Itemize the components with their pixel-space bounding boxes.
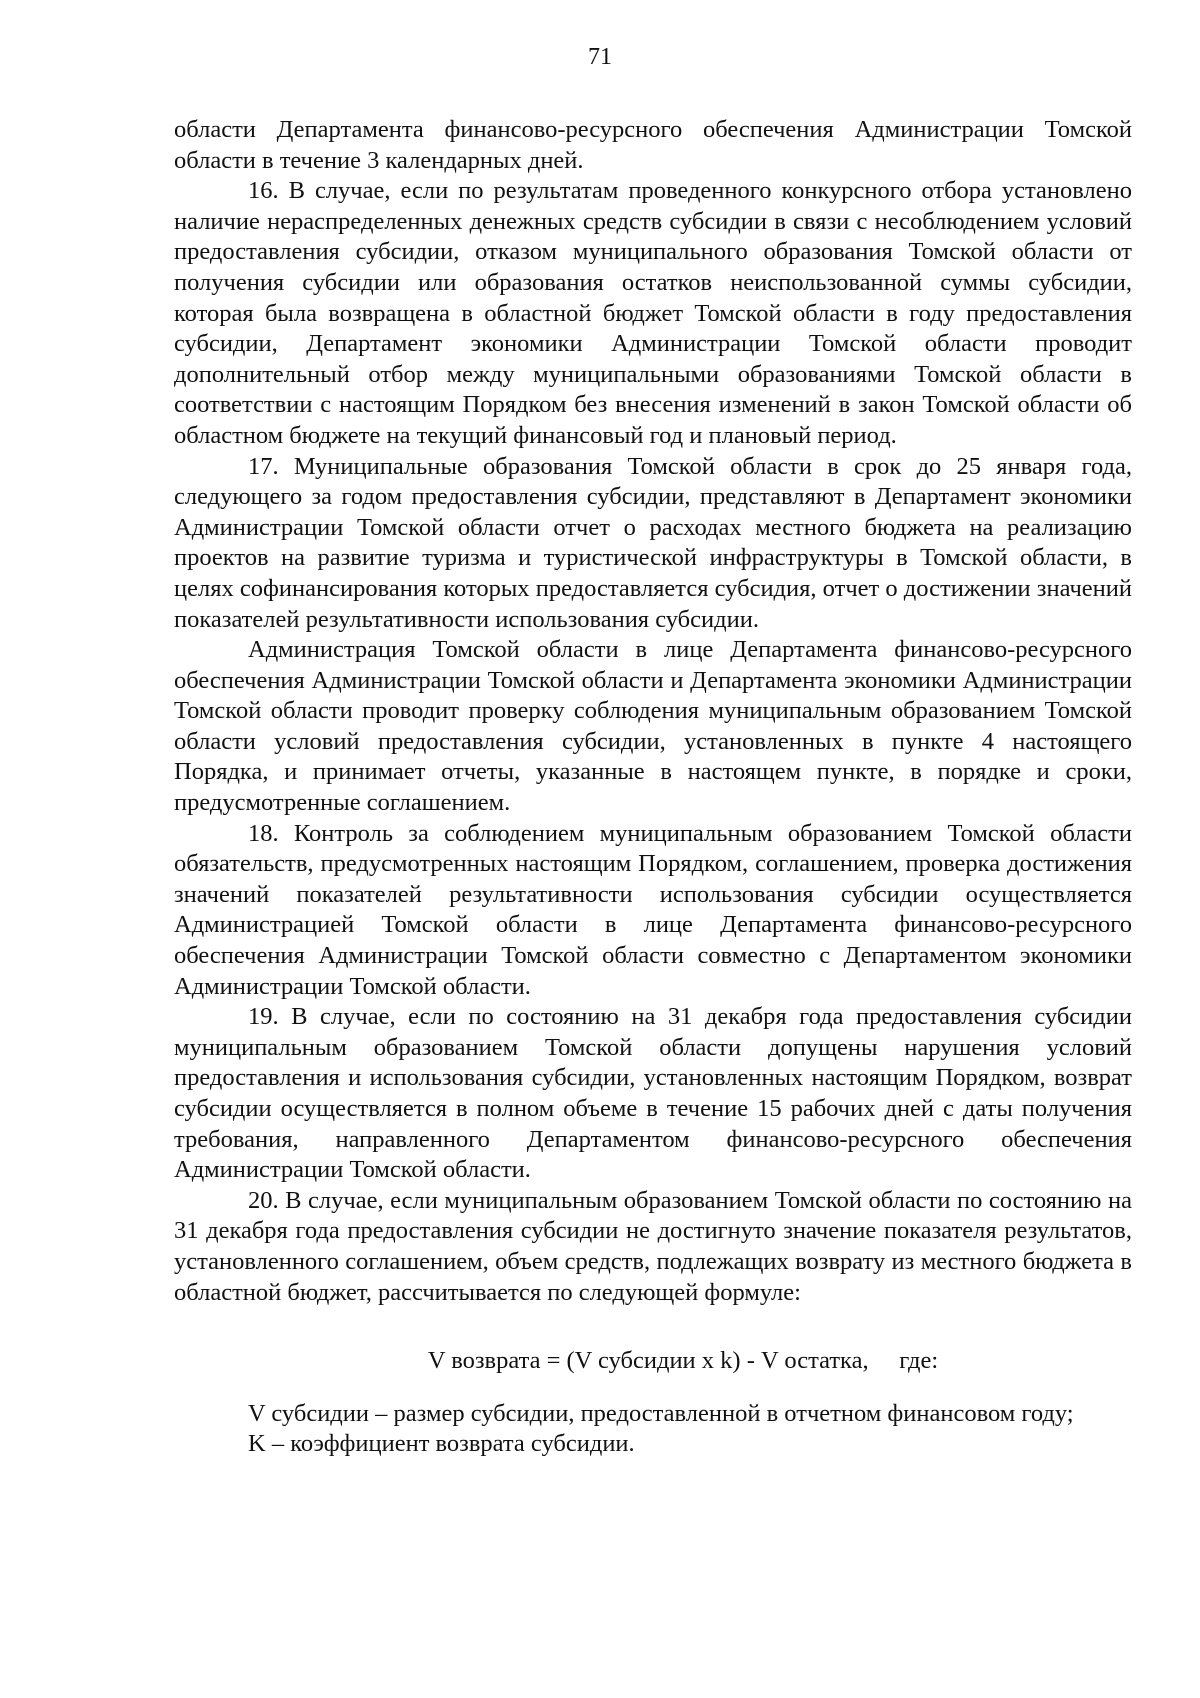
definition-v-subsidy: V субсидии – размер субсидии, предоставленной в отчетном финансовом году; [248,1399,1074,1427]
paragraph-continuation: области Департамента финансово-ресурсного обеспечения Администрации Томской области в течение 3 календарных дней. [174,116,1132,174]
page-number: 71 [588,44,612,70]
return-formula: V возврата = (V субсидии x k) - V остатка, где: [427,1347,939,1375]
paragraph-item-19: 19. В случае, если по состоянию на 31 декабря года предоставления субсидии муниципальным образованием Томской области допущены нарушения условий предоставления и использования субсидии, установленных настоящим Порядком, возврат субсидии осуществляется в полном объеме в течение 15 рабочих дней с даты получения требования, направленного Департаментом финансово-ресурсного обеспечения Администрации Томской области. [174,1003,1132,1184]
paragraph-item-17-continued: Администрация Томской области в лице Департамента финансово-ресурсного обеспечения Администрации Томской области и Департамента экономики Администрации Томской области проводит проверку соблюдения муниципальным образованием Томской области условий предоставления субсидии, установленных в пункте 4 настоящего Порядка, и принимает отчеты, указанные в настоящем пункте, в порядке и сроки, предусмотренные соглашением. [174,636,1132,817]
definition-k-coefficient: K – коэффициент возврата субсидии. [248,1430,635,1458]
paragraph-item-16: 16. В случае, если по результатам проведенного конкурсного отбора установлено наличие нераспределенных денежных средств субсидии в связи с несоблюдением условий предоставления субсидии, отказом муниципального образования Томской области от получения субсидии или образования остатков неиспользованной суммы субсидии, которая была возвращена в областной бюджет Томской области в году предоставления субсидии, Департамент экономики Администрации Томской области проводит дополнительный отбор между муниципальными образованиями Томской области в соответствии с настоящим Порядком без внесения изменений в закон Томской области об областном бюджете на текущий финансовый год и плановый период. [174,177,1132,449]
paragraph-item-20: 20. В случае, если муниципальным образованием Томской области по состоянию на 31 декабря года предоставления субсидии не достигнуто значение показателя результатов, установленного соглашением, объем средств, подлежащих возврату из местного бюджета в областной бюджет, рассчитывается по следующей формуле: [174,1186,1132,1306]
document-body [174,115,1132,1460]
paragraph-item-17: 17. Муниципальные образования Томской области в срок до 25 января года, следующего за годом предоставления субсидии, представляют в Департамент экономики Администрации Томской области отчет о расходах местного бюджета на реализацию проектов на развитие туризма и туристической инфраструктуры в Томской области, в целях софинансирования которых предоставляется субсидия, отчет о достижении значений показателей результативности использования субсидии. [174,452,1132,633]
paragraph-item-18: 18. Контроль за соблюдением муниципальным образованием Томской области обязательств, предусмотренных настоящим Порядком, соглашением, проверка достижения значений показателей результативности использования субсидии осуществляется Администрацией Томской области в лице Департамента финансово-ресурсного обеспечения Администрации Томской области совместно с Департаментом экономики Администрации Томской области. [174,819,1132,1000]
